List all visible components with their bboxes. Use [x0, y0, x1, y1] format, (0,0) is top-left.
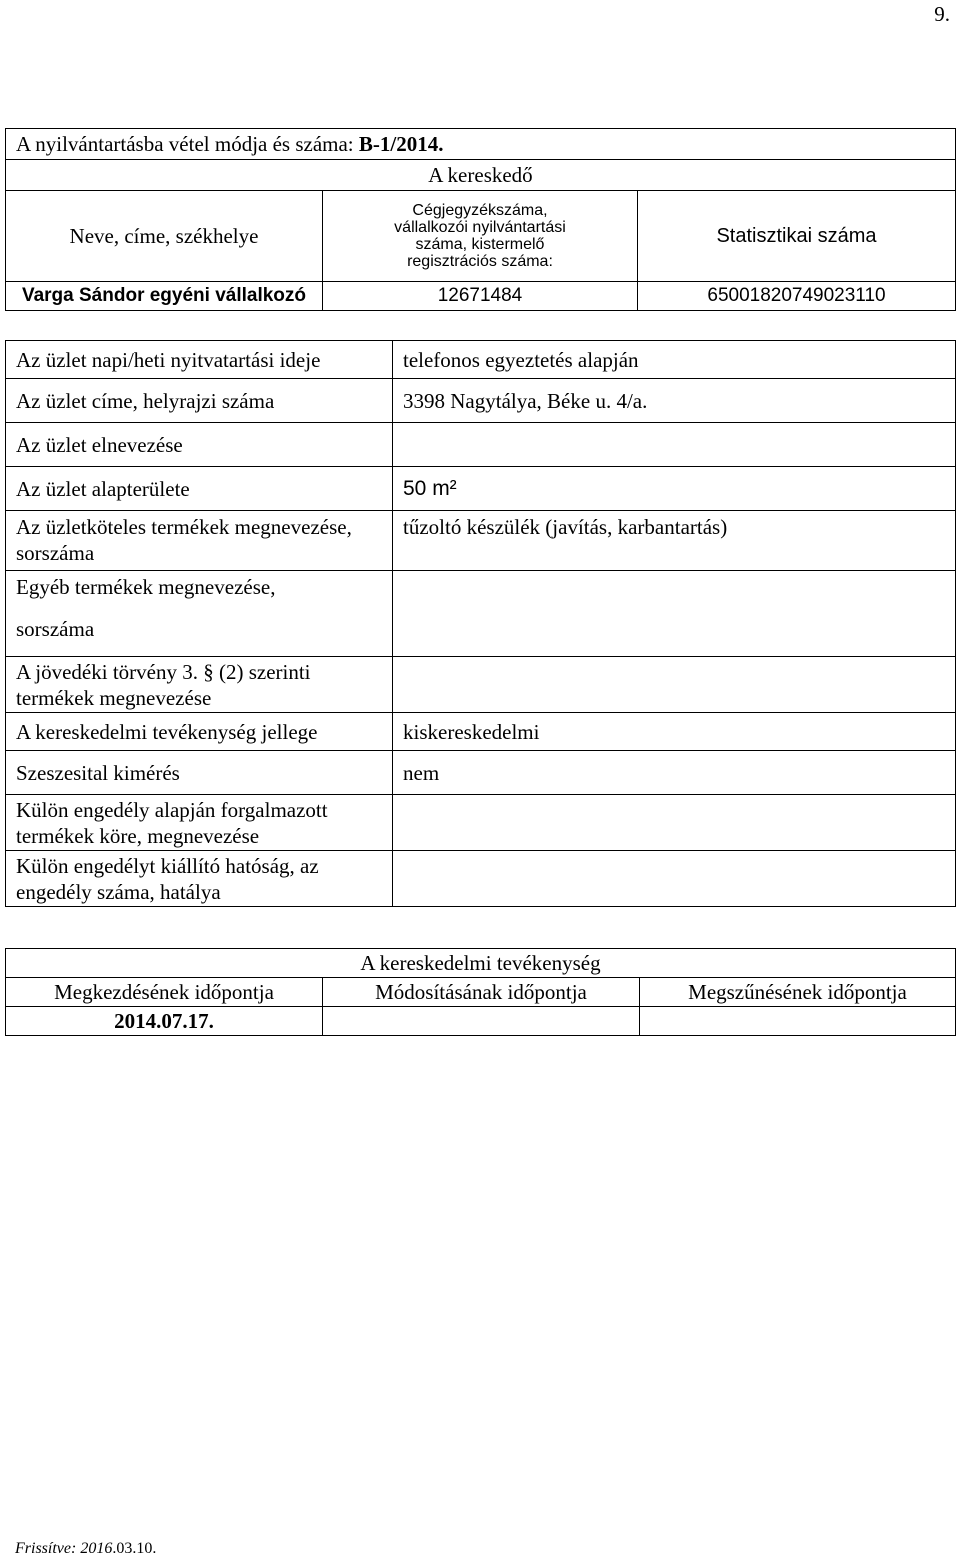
shop-value: tűzoltó készülék (javítás, karbantartás): [393, 511, 956, 571]
shop-label-line: Egyéb termékek megnevezése,: [16, 575, 276, 599]
regnum-header-line: Cégjegyzékszáma,: [412, 202, 548, 219]
shop-value: 3398 Nagytálya, Béke u. 4/a.: [393, 379, 956, 423]
end-header: Megszűnésének időpontja: [640, 978, 956, 1007]
registration-cell: [6, 129, 956, 160]
shop-label: A kereskedelmi tevékenység jellege: [6, 713, 393, 751]
shop-value: telefonos egyeztetés alapján: [393, 341, 956, 379]
shop-label: Külön engedély alapján forgalmazott termékek köre, megnevezése: [6, 795, 393, 851]
regnum-header-line: száma, kistermelő: [415, 236, 545, 253]
footer-date-year: 2016: [80, 1540, 113, 1557]
shop-label-line: sorszáma: [16, 617, 95, 641]
shop-label: [6, 571, 393, 657]
registration-label: A nyilvántartásba vétel módja és száma:: [16, 131, 359, 156]
shop-label: A jövedéki törvény 3. § (2) szerinti termékek megnevezése: [6, 657, 393, 713]
merchant-regnum: 12671484: [323, 282, 638, 311]
shop-value: kiskereskedelmi: [393, 713, 956, 751]
modify-value: [323, 1007, 640, 1036]
shop-label: Külön engedélyt kiállító hatóság, az engedély száma, hatálya: [6, 851, 393, 907]
regnum-header-line: regisztrációs száma:: [407, 253, 553, 270]
shop-value: [393, 851, 956, 907]
shop-value: [393, 423, 956, 467]
footer-updated: [15, 1540, 156, 1558]
end-value: [640, 1007, 956, 1036]
footer-label: Frissítve:: [15, 1540, 81, 1557]
activity-section-title: A kereskedelmi tevékenység: [6, 949, 956, 978]
shop-table: [5, 340, 956, 907]
merchant-table: [5, 128, 956, 311]
shop-value: [393, 657, 956, 713]
shop-label: Az üzlet elnevezése: [6, 423, 393, 467]
col-stat-header: Statisztikai száma: [638, 191, 956, 282]
start-header: Megkezdésének időpontja: [6, 978, 323, 1007]
footer-date-rest: .03.10.: [112, 1540, 157, 1557]
shop-value: [393, 795, 956, 851]
page-number: 9.: [934, 2, 950, 26]
start-value: 2014.07.17.: [6, 1007, 323, 1036]
shop-label: Az üzlet napi/heti nyitvatartási ideje: [6, 341, 393, 379]
activity-table: [5, 948, 956, 1036]
regnum-header-line: vállalkozói nyilvántartási: [394, 219, 566, 236]
merchant-section-title: A kereskedő: [6, 160, 956, 191]
shop-value: [393, 571, 956, 657]
col-regnum-header: [323, 191, 638, 282]
shop-label: Szeszesital kimérés: [6, 751, 393, 795]
shop-label: Az üzlet címe, helyrajzi száma: [6, 379, 393, 423]
shop-label: Az üzlet alapterülete: [6, 467, 393, 511]
registration-value: B-1/2014.: [358, 131, 444, 156]
merchant-name: Varga Sándor egyéni vállalkozó: [6, 282, 323, 311]
shop-label: Az üzletköteles termékek megnevezése, sorszáma: [6, 511, 393, 571]
shop-value: 50 m²: [393, 467, 956, 511]
modify-header: Módosításának időpontja: [323, 978, 640, 1007]
col-name-header: Neve, címe, székhelye: [6, 191, 323, 282]
merchant-stat: 65001820749023110: [638, 282, 956, 311]
shop-value: nem: [393, 751, 956, 795]
